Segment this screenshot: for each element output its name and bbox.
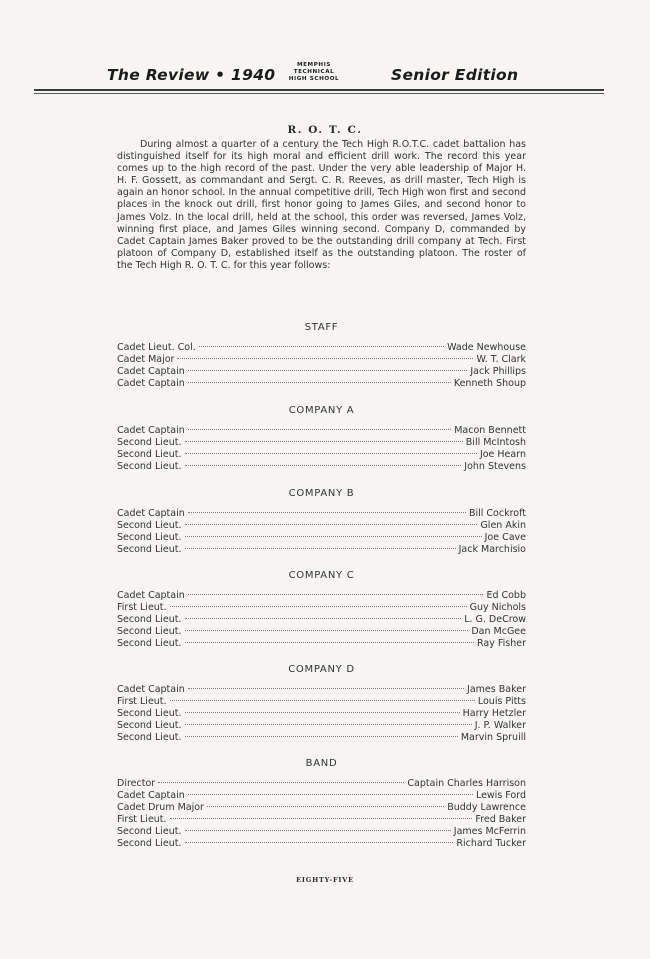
cadet-name: Jack Marchisio: [458, 544, 526, 556]
roster-row: [117, 626, 526, 638]
rank-label: Second Lieut.: [117, 461, 182, 473]
rank-label: Cadet Captain: [117, 425, 185, 436]
rank-label: Second Lieut.: [117, 614, 182, 626]
section-heading: COMPANY A: [288, 405, 355, 416]
cadet-name: Joe Hearn: [479, 449, 526, 461]
dot-leader: [185, 524, 478, 525]
cadet-name: Harry Hetzler: [462, 708, 526, 720]
dot-leader: [207, 806, 444, 807]
cadet-name: Louis Pitts: [477, 696, 526, 708]
cadet-name: Marvin Spruill: [460, 732, 526, 744]
roster-row: [117, 802, 526, 814]
school-line: MEMPHIS: [296, 62, 332, 68]
section-heading: COMPANY B: [288, 488, 355, 499]
dot-leader: [177, 358, 473, 359]
rank-label: Cadet Captain: [117, 378, 185, 390]
dot-leader: [185, 712, 460, 713]
cadet-name: Buddy Lawrence: [447, 802, 526, 814]
dot-leader: [185, 453, 477, 454]
roster-row: [117, 378, 526, 390]
section-heading: BAND: [305, 758, 338, 769]
section-heading: COMPANY C: [288, 570, 355, 581]
cadet-name: Dan McGee: [471, 626, 526, 638]
cadet-name: Guy Nichols: [469, 602, 526, 614]
dot-leader: [185, 618, 462, 619]
section-heading: STAFF: [304, 322, 339, 333]
rank-label: Director: [117, 778, 156, 789]
dot-leader: [188, 370, 468, 371]
dot-leader: [185, 642, 474, 643]
rank-label: First Lieut.: [117, 814, 167, 826]
rank-label: Second Lieut.: [117, 626, 182, 638]
rank-label: Second Lieut.: [117, 437, 182, 449]
roster-row: [117, 532, 526, 544]
roster-row: [117, 696, 526, 708]
roster-row: [117, 826, 526, 838]
roster-section: [117, 758, 526, 851]
dot-leader: [188, 512, 466, 513]
cadet-name: Kenneth Shoup: [453, 378, 526, 390]
cadet-name: Wade Newhouse: [447, 342, 526, 353]
dot-leader: [185, 736, 458, 737]
section-heading: COMPANY D: [288, 664, 355, 675]
roster-row: [117, 602, 526, 614]
roster-section: [117, 405, 526, 473]
cadet-name: W. T. Clark: [476, 354, 526, 366]
rank-label: Cadet Major: [117, 354, 175, 366]
cadet-name: Ed Cobb: [486, 590, 526, 601]
dot-leader: [188, 429, 451, 430]
dot-leader: [170, 818, 473, 819]
edition-title: Senior Edition: [391, 66, 519, 84]
dot-leader: [188, 382, 451, 383]
dot-leader: [188, 794, 473, 795]
dot-leader: [170, 700, 475, 701]
rank-label: Second Lieut.: [117, 449, 182, 461]
dot-leader: [185, 536, 482, 537]
page-number: EIGHTY-FIVE: [296, 876, 354, 884]
cadet-name: Glen Akin: [480, 520, 526, 532]
roster-row: [117, 708, 526, 720]
rank-label: First Lieut.: [117, 696, 167, 708]
roster-row: [117, 732, 526, 744]
roster-row: [117, 838, 526, 850]
cadet-name: Joe Cave: [484, 532, 526, 544]
roster-row: [117, 342, 526, 354]
dot-leader: [185, 465, 462, 466]
cadet-name: Fred Baker: [475, 814, 526, 826]
cadet-name: John Stevens: [464, 461, 526, 473]
roster-row: [117, 508, 526, 520]
dot-leader: [185, 842, 454, 843]
rank-label: Cadet Lieut. Col.: [117, 342, 196, 353]
rank-label: Second Lieut.: [117, 544, 182, 556]
cadet-name: Jack Phillips: [470, 366, 526, 378]
publication-title: The Review • 1940: [107, 66, 276, 84]
roster-section: [117, 488, 526, 556]
rank-label: Second Lieut.: [117, 532, 182, 544]
roster-section: [117, 570, 526, 650]
dot-leader: [185, 441, 463, 442]
roster-section: [117, 322, 526, 390]
cadet-name: L. G. DeCrow: [464, 614, 526, 626]
header-rule-thin: [34, 93, 604, 94]
roster-row: [117, 720, 526, 732]
dot-leader: [185, 830, 451, 831]
dot-leader: [170, 606, 467, 607]
roster-row: [117, 366, 526, 378]
roster-row: [117, 461, 526, 473]
rank-label: Cadet Drum Major: [117, 802, 204, 814]
roster-row: [117, 354, 526, 366]
dot-leader: [188, 688, 464, 689]
roster-row: [117, 437, 526, 449]
cadet-name: Richard Tucker: [456, 838, 526, 850]
roster-row: [117, 544, 526, 556]
roster-row: [117, 614, 526, 626]
school-line: HIGH SCHOOL: [288, 76, 340, 82]
rank-label: Second Lieut.: [117, 708, 182, 720]
cadet-name: Bill McIntosh: [465, 437, 526, 449]
rank-label: Second Lieut.: [117, 826, 182, 838]
rank-label: Second Lieut.: [117, 838, 182, 850]
dot-leader: [199, 346, 444, 347]
school-name: [282, 62, 346, 83]
rank-label: Cadet Captain: [117, 590, 185, 601]
dot-leader: [185, 630, 469, 631]
roster-row: [117, 814, 526, 826]
rank-label: Cadet Captain: [117, 508, 185, 519]
roster-row: [117, 520, 526, 532]
rank-label: Cadet Captain: [117, 684, 185, 695]
rank-label: Second Lieut.: [117, 638, 182, 650]
roster-row: [117, 778, 526, 790]
dot-leader: [158, 782, 404, 783]
rank-label: Second Lieut.: [117, 732, 182, 744]
page-header: [0, 0, 650, 95]
rank-label: Cadet Captain: [117, 790, 185, 802]
cadet-name: Bill Cockroft: [468, 508, 526, 519]
cadet-name: James Baker: [467, 684, 526, 695]
rank-label: Second Lieut.: [117, 520, 182, 532]
rank-label: First Lieut.: [117, 602, 167, 614]
cadet-name: J. P. Walker: [474, 720, 526, 732]
dot-leader: [185, 548, 456, 549]
roster-row: [117, 684, 526, 696]
roster-section: [117, 664, 526, 744]
cadet-name: Ray Fisher: [477, 638, 526, 650]
cadet-name: Macon Bennett: [454, 425, 526, 436]
cadet-name: Captain Charles Harrison: [407, 778, 526, 789]
rank-label: Second Lieut.: [117, 720, 182, 732]
article-title: R. O. T. C.: [287, 124, 363, 136]
roster-row: [117, 449, 526, 461]
header-rule: [34, 89, 604, 91]
school-line: TECHNICAL: [293, 69, 335, 75]
dot-leader: [188, 594, 484, 595]
cadet-name: James McFerrin: [453, 826, 526, 838]
roster-row: [117, 590, 526, 602]
dot-leader: [185, 724, 472, 725]
rank-label: Cadet Captain: [117, 366, 185, 378]
cadet-name: Lewis Ford: [475, 790, 526, 802]
article-body: During almost a quarter of a century the Tech High R.O.T.C. cadet battalion has distinguished itself for its high moral and efficient drill work. The record this year comes up to the high record of the past. Under the very able leadership of Major H. H. F. Gossett, as commandant and Sergt. C. R. Reeves, as drill master, Tech High is again an honor school. In the annual competitive drill, Tech High won first and second places in the knock out drill, first honor going to James Giles, and second honor to James Volz. In the local drill, held at the school, this order was reversed, James Volz, winning first place, and James Giles winning second. Company D, commanded by Cadet Captain James Baker proved to be the outstanding drill company at Tech. First platoon of Company D, established itself as the outstanding platoon. The roster of the Tech High R. O. T. C. for this year follows:: [117, 139, 526, 271]
roster-row: [117, 790, 526, 802]
roster-row: [117, 425, 526, 437]
roster-row: [117, 638, 526, 650]
